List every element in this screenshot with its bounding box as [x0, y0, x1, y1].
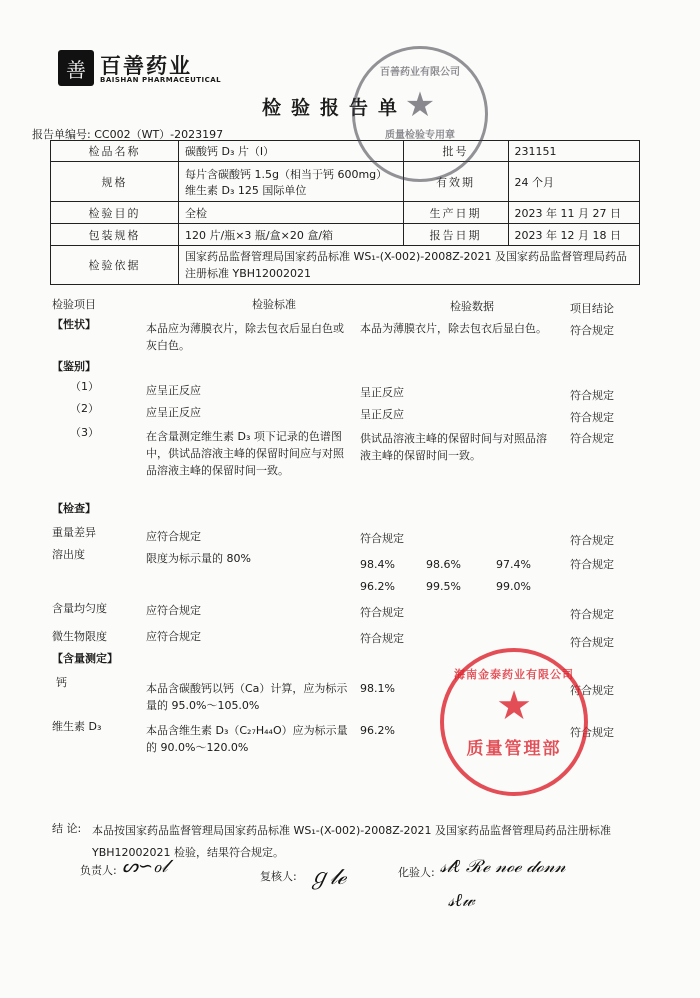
- conclusion-text: 本品按国家药品监督管理局国家药品标准 WS₁-(X-002)-2008Z-2021 及国家药品监督管理局药品注册标准 YBH12002021 检验，结果符合规定。: [92, 824, 612, 859]
- microbial-item: 微生物限度: [52, 630, 107, 643]
- basis-label: 检验依据: [51, 246, 179, 285]
- company-name: 百善药业: [100, 54, 192, 78]
- report-title: 检验报告单: [262, 97, 408, 119]
- mfg-date: 2023 年 11 月 27 日: [508, 202, 639, 224]
- purpose-value: 全检: [179, 202, 404, 224]
- quality-seal-dept: 质量管理部: [466, 738, 562, 759]
- batch-number: 231151: [508, 141, 639, 162]
- inspection-seal-company: 百善药业有限公司: [380, 67, 460, 78]
- id3-standard: 在含量测定维生素 D₃ 项下记录的色谱图中，供试品溶液主峰的保留时间应与对照品溶液主峰的保留时间一致。: [146, 430, 344, 477]
- uniformity-item: 含量均匀度: [52, 602, 107, 615]
- reviewer-signature: ℊ𝓁ℯ: [308, 865, 346, 890]
- calcium-item: 钙: [56, 676, 67, 689]
- weight-standard: 应符合规定: [146, 530, 201, 543]
- spec-line-2: 维生素 D₃ 125 国际单位: [185, 183, 307, 197]
- id2-item: （2）: [70, 402, 99, 415]
- section-identification: 【鉴别】: [52, 360, 96, 373]
- spec-value: [179, 162, 404, 202]
- report-date-label: 报告日期: [403, 224, 508, 246]
- microbial-data: 符合规定: [360, 632, 404, 645]
- appearance-data: 本品为薄膜衣片，除去包衣后显白色。: [360, 322, 547, 335]
- dissolution-standard: 限度为标示量的 80%: [146, 552, 251, 565]
- vitd-item: 维生素 D₃: [52, 720, 102, 733]
- col-conclusion-header: 项目结论: [570, 302, 614, 315]
- company-name-en: BAISHAN PHARMACEUTICAL: [100, 76, 222, 84]
- uniformity-result: 符合规定: [570, 608, 614, 621]
- validity-label: 有效期: [403, 162, 508, 202]
- col-item-header: 检验项目: [52, 298, 96, 311]
- id2-data: 呈正反应: [360, 408, 404, 421]
- id3-item: （3）: [70, 426, 99, 439]
- col-standard-header: 检验标准: [252, 298, 296, 311]
- quality-seal-company: 海南金泰药业有限公司: [454, 668, 574, 681]
- microbial-standard: 应符合规定: [146, 630, 201, 643]
- section-appearance: 【性状】: [52, 318, 96, 331]
- report-date: 2023 年 12 月 18 日: [508, 224, 639, 246]
- company-logo-icon: 善: [58, 50, 94, 86]
- dissolution-value-4: 96.2%: [360, 580, 395, 593]
- responsible-signature: ᔕ∽ℴ𝓁: [122, 856, 168, 877]
- vitd-result: 符合规定: [570, 726, 614, 739]
- basis-value: 国家药品监督管理局国家药品标准 WS₁-(X-002)-2008Z-2021 及国家药品监督管理局药品注册标准 YBH12002021: [179, 246, 640, 285]
- col-data-header: 检验数据: [450, 300, 494, 313]
- report-number-label: 报告单编号:: [32, 128, 91, 141]
- section-assay: 【含量测定】: [52, 652, 118, 665]
- tester-label: 化验人:: [398, 866, 435, 879]
- dissolution-item: 溶出度: [52, 548, 85, 561]
- uniformity-standard: 应符合规定: [146, 604, 201, 617]
- id2-standard: 应呈正反应: [146, 406, 201, 419]
- package-label: 包装规格: [51, 224, 179, 246]
- purpose-label: 检验目的: [51, 202, 179, 224]
- uniformity-data: 符合规定: [360, 606, 404, 619]
- vitd-standard: 本品含维生素 D₃（C₂₇H₄₄O）应为标示量的 90.0%～120.0%: [146, 724, 348, 754]
- product-name-label: 检品名称: [51, 141, 179, 162]
- appearance-result: 符合规定: [570, 324, 614, 337]
- batch-label: 批号: [403, 141, 508, 162]
- dissolution-value-3: 97.4%: [496, 558, 531, 571]
- reviewer-label: 复核人:: [260, 870, 297, 883]
- id1-standard: 应呈正反应: [146, 384, 201, 397]
- quality-seal: [440, 648, 588, 796]
- tester-signature-2: 𝓈ℓ𝓌: [448, 890, 475, 911]
- id3-result: 符合规定: [570, 432, 614, 445]
- inspection-seal: [352, 46, 488, 182]
- dissolution-result: 符合规定: [570, 558, 614, 571]
- vitd-data: 96.2%: [360, 724, 395, 737]
- inspection-seal-dept: 质量检验专用章: [385, 129, 455, 141]
- seal-star-icon: ★: [496, 682, 532, 729]
- report-number-value: CC002（WT）-2023197: [94, 128, 224, 141]
- id1-data: 呈正反应: [360, 386, 404, 399]
- calcium-standard: 本品含碳酸钙以钙（Ca）计算，应为标示量的 95.0%～105.0%: [146, 682, 348, 712]
- dissolution-value-5: 99.5%: [426, 580, 461, 593]
- spec-label: 规格: [51, 162, 179, 202]
- calcium-result: 符合规定: [570, 684, 614, 697]
- id2-result: 符合规定: [570, 411, 614, 424]
- id3-data: 供试品溶液主峰的保留时间与对照品溶液主峰的保留时间一致。: [360, 432, 547, 462]
- seal-star-icon: ★: [404, 84, 436, 125]
- conclusion-label: 结 论:: [52, 822, 82, 835]
- weight-result: 符合规定: [570, 534, 614, 547]
- product-name: 碳酸钙 D₃ 片（I）: [179, 141, 404, 162]
- tester-signature: 𝓈𝓁ℓ ℛℯ 𝓃ℴℯ 𝒹ℴ𝓃𝓃: [440, 856, 566, 877]
- weight-item: 重量差异: [52, 526, 96, 539]
- mfg-date-label: 生产日期: [403, 202, 508, 224]
- package-value: 120 片/瓶×3 瓶/盒×20 盒/箱: [179, 224, 404, 246]
- validity-value: 24 个月: [508, 162, 639, 202]
- weight-data: 符合规定: [360, 532, 404, 545]
- appearance-standard: 本品应为薄膜衣片，除去包衣后显白色或灰白色。: [146, 322, 344, 352]
- responsible-label: 负责人:: [80, 864, 117, 877]
- id1-result: 符合规定: [570, 389, 614, 402]
- info-table: [50, 140, 640, 285]
- section-inspection: 【检查】: [52, 502, 96, 515]
- calcium-data: 98.1%: [360, 682, 395, 695]
- spec-line-1: 每片含碳酸钙 1.5g（相当于钙 600mg）: [185, 167, 388, 181]
- microbial-result: 符合规定: [570, 636, 614, 649]
- dissolution-value-2: 98.6%: [426, 558, 461, 571]
- dissolution-value-6: 99.0%: [496, 580, 531, 593]
- id1-item: （1）: [70, 380, 99, 393]
- dissolution-value-1: 98.4%: [360, 558, 395, 571]
